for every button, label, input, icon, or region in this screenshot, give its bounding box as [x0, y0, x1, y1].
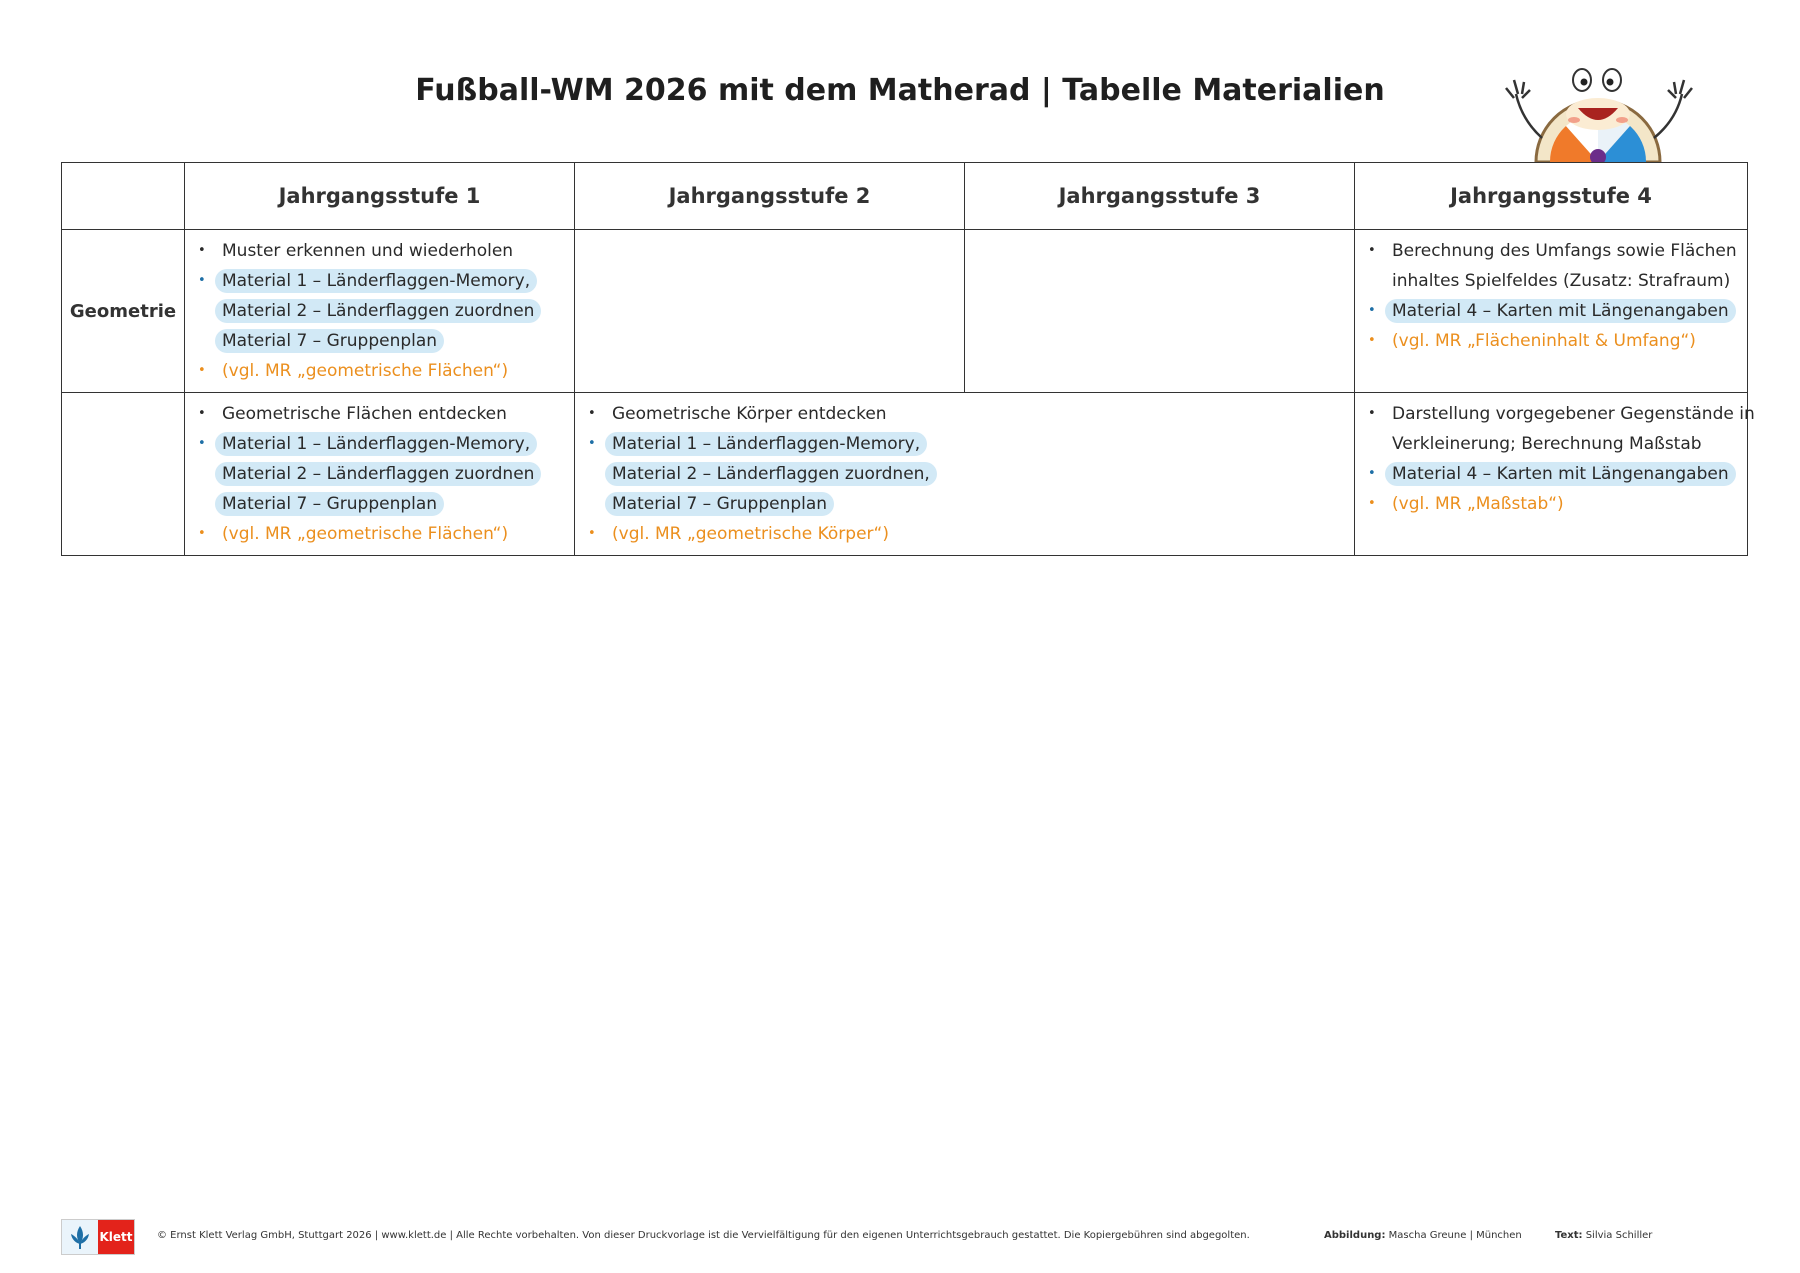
material-item — [185, 296, 568, 326]
cell-list — [185, 393, 574, 555]
header-corner — [62, 163, 185, 230]
list-item: • Muster erkennen und wiederholen — [185, 236, 568, 266]
cell-list — [1355, 230, 1747, 362]
materials-table — [61, 162, 1755, 556]
material-item — [1355, 296, 1741, 326]
material-tag: Material 1 – Länderflaggen-Memory, — [215, 269, 537, 293]
reference-item: • (vgl. MR „geometrische Flächen“) — [185, 519, 568, 549]
table-cell — [1355, 230, 1748, 393]
text-credit — [1555, 1230, 1652, 1241]
klett-wordmark: Klett — [98, 1220, 134, 1254]
material-tag: Material 2 – Länderflaggen zuordnen — [215, 462, 541, 486]
material-tag: Material 2 – Länderflaggen zuordnen, — [605, 462, 937, 486]
header-jahrgangsstufe-1: Jahrgangsstufe 1 — [185, 163, 575, 230]
material-item — [185, 326, 568, 356]
material-item — [1355, 459, 1741, 489]
material-tag: Material 1 – Länderflaggen-Memory, — [605, 432, 927, 456]
reference-item: • (vgl. MR „Maßstab“) — [1355, 489, 1741, 519]
material-tag: Material 4 – Karten mit Längenangaben — [1385, 462, 1736, 486]
header-jahrgangsstufe-2: Jahrgangsstufe 2 — [575, 163, 965, 230]
material-item — [185, 266, 568, 296]
cell-list — [1355, 393, 1755, 525]
material-item — [575, 429, 1348, 459]
material-tag: Material 7 – Gruppenplan — [215, 492, 444, 516]
illustration-credit — [1324, 1230, 1522, 1241]
material-item — [185, 429, 568, 459]
material-tag: Material 7 – Gruppenplan — [215, 329, 444, 353]
table-row — [62, 230, 1748, 393]
illustration-label: Abbildung: — [1324, 1230, 1386, 1241]
material-item — [185, 489, 568, 519]
illustration-value: Mascha Greune | München — [1388, 1230, 1522, 1241]
list-item: • Berechnung des Umfangs sowie Flächen — [1355, 236, 1741, 266]
copyright-text: © Ernst Klett Verlag GmbH, Stuttgart 2026 | www.klett.de | Alle Rechte vorbehalten. Von dieser Druckvorlage ist die Vervielfältigung für den eigenen Unterrichtsgebrauch gestattet. Die Kopiergebühren sind abgegolten. — [157, 1230, 1250, 1241]
material-tag: Material 7 – Gruppenplan — [605, 492, 834, 516]
header-jahrgangsstufe-4: Jahrgangsstufe 4 — [1355, 163, 1748, 230]
table-header-row — [62, 163, 1748, 230]
reference-item: • (vgl. MR „Flächeninhalt & Umfang“) — [1355, 326, 1741, 356]
material-item — [575, 489, 1348, 519]
reference-item: • (vgl. MR „geometrische Körper“) — [575, 519, 1348, 549]
list-item: • Geometrische Flächen entdecken — [185, 399, 568, 429]
footer — [61, 1219, 1751, 1253]
table-cell — [185, 393, 575, 556]
row-label-empty — [62, 393, 185, 556]
reference-item: • (vgl. MR „geometrische Flächen“) — [185, 356, 568, 386]
text-label: Text: — [1555, 1230, 1583, 1241]
list-item: • Geometrische Körper entdecken — [575, 399, 1348, 429]
cell-list — [185, 230, 574, 392]
table-cell-empty — [965, 230, 1355, 393]
table-cell — [1355, 393, 1755, 556]
list-item: • Darstellung vorgegebener Gegenstände in — [1355, 399, 1741, 429]
table-cell — [185, 230, 575, 393]
table-row — [62, 393, 1748, 556]
material-item — [185, 459, 568, 489]
matherad-mascot-icon — [1496, 62, 1706, 162]
material-tag: Material 2 – Länderflaggen zuordnen — [215, 299, 541, 323]
text-value: Silvia Schiller — [1585, 1230, 1653, 1241]
material-tag: Material 1 – Länderflaggen-Memory, — [215, 432, 537, 456]
list-item-continued: inhaltes Spielfeldes (Zusatz: Strafraum) — [1392, 271, 1731, 291]
klett-leaf-icon — [62, 1220, 98, 1254]
table-cell-empty — [575, 230, 965, 393]
table-cell-merged — [575, 393, 1355, 556]
cell-list — [575, 393, 1354, 555]
klett-logo[interactable] — [61, 1219, 135, 1255]
row-label-geometrie: Geometrie — [62, 230, 185, 393]
header-jahrgangsstufe-3: Jahrgangsstufe 3 — [965, 163, 1355, 230]
list-item-continued: Verkleinerung; Berechnung Maßstab — [1392, 434, 1702, 454]
material-tag: Material 4 – Karten mit Längenangaben — [1385, 299, 1736, 323]
material-item — [575, 459, 1348, 489]
page-title: Fußball-WM 2026 mit dem Matherad | Tabelle Materialien — [415, 73, 1385, 108]
